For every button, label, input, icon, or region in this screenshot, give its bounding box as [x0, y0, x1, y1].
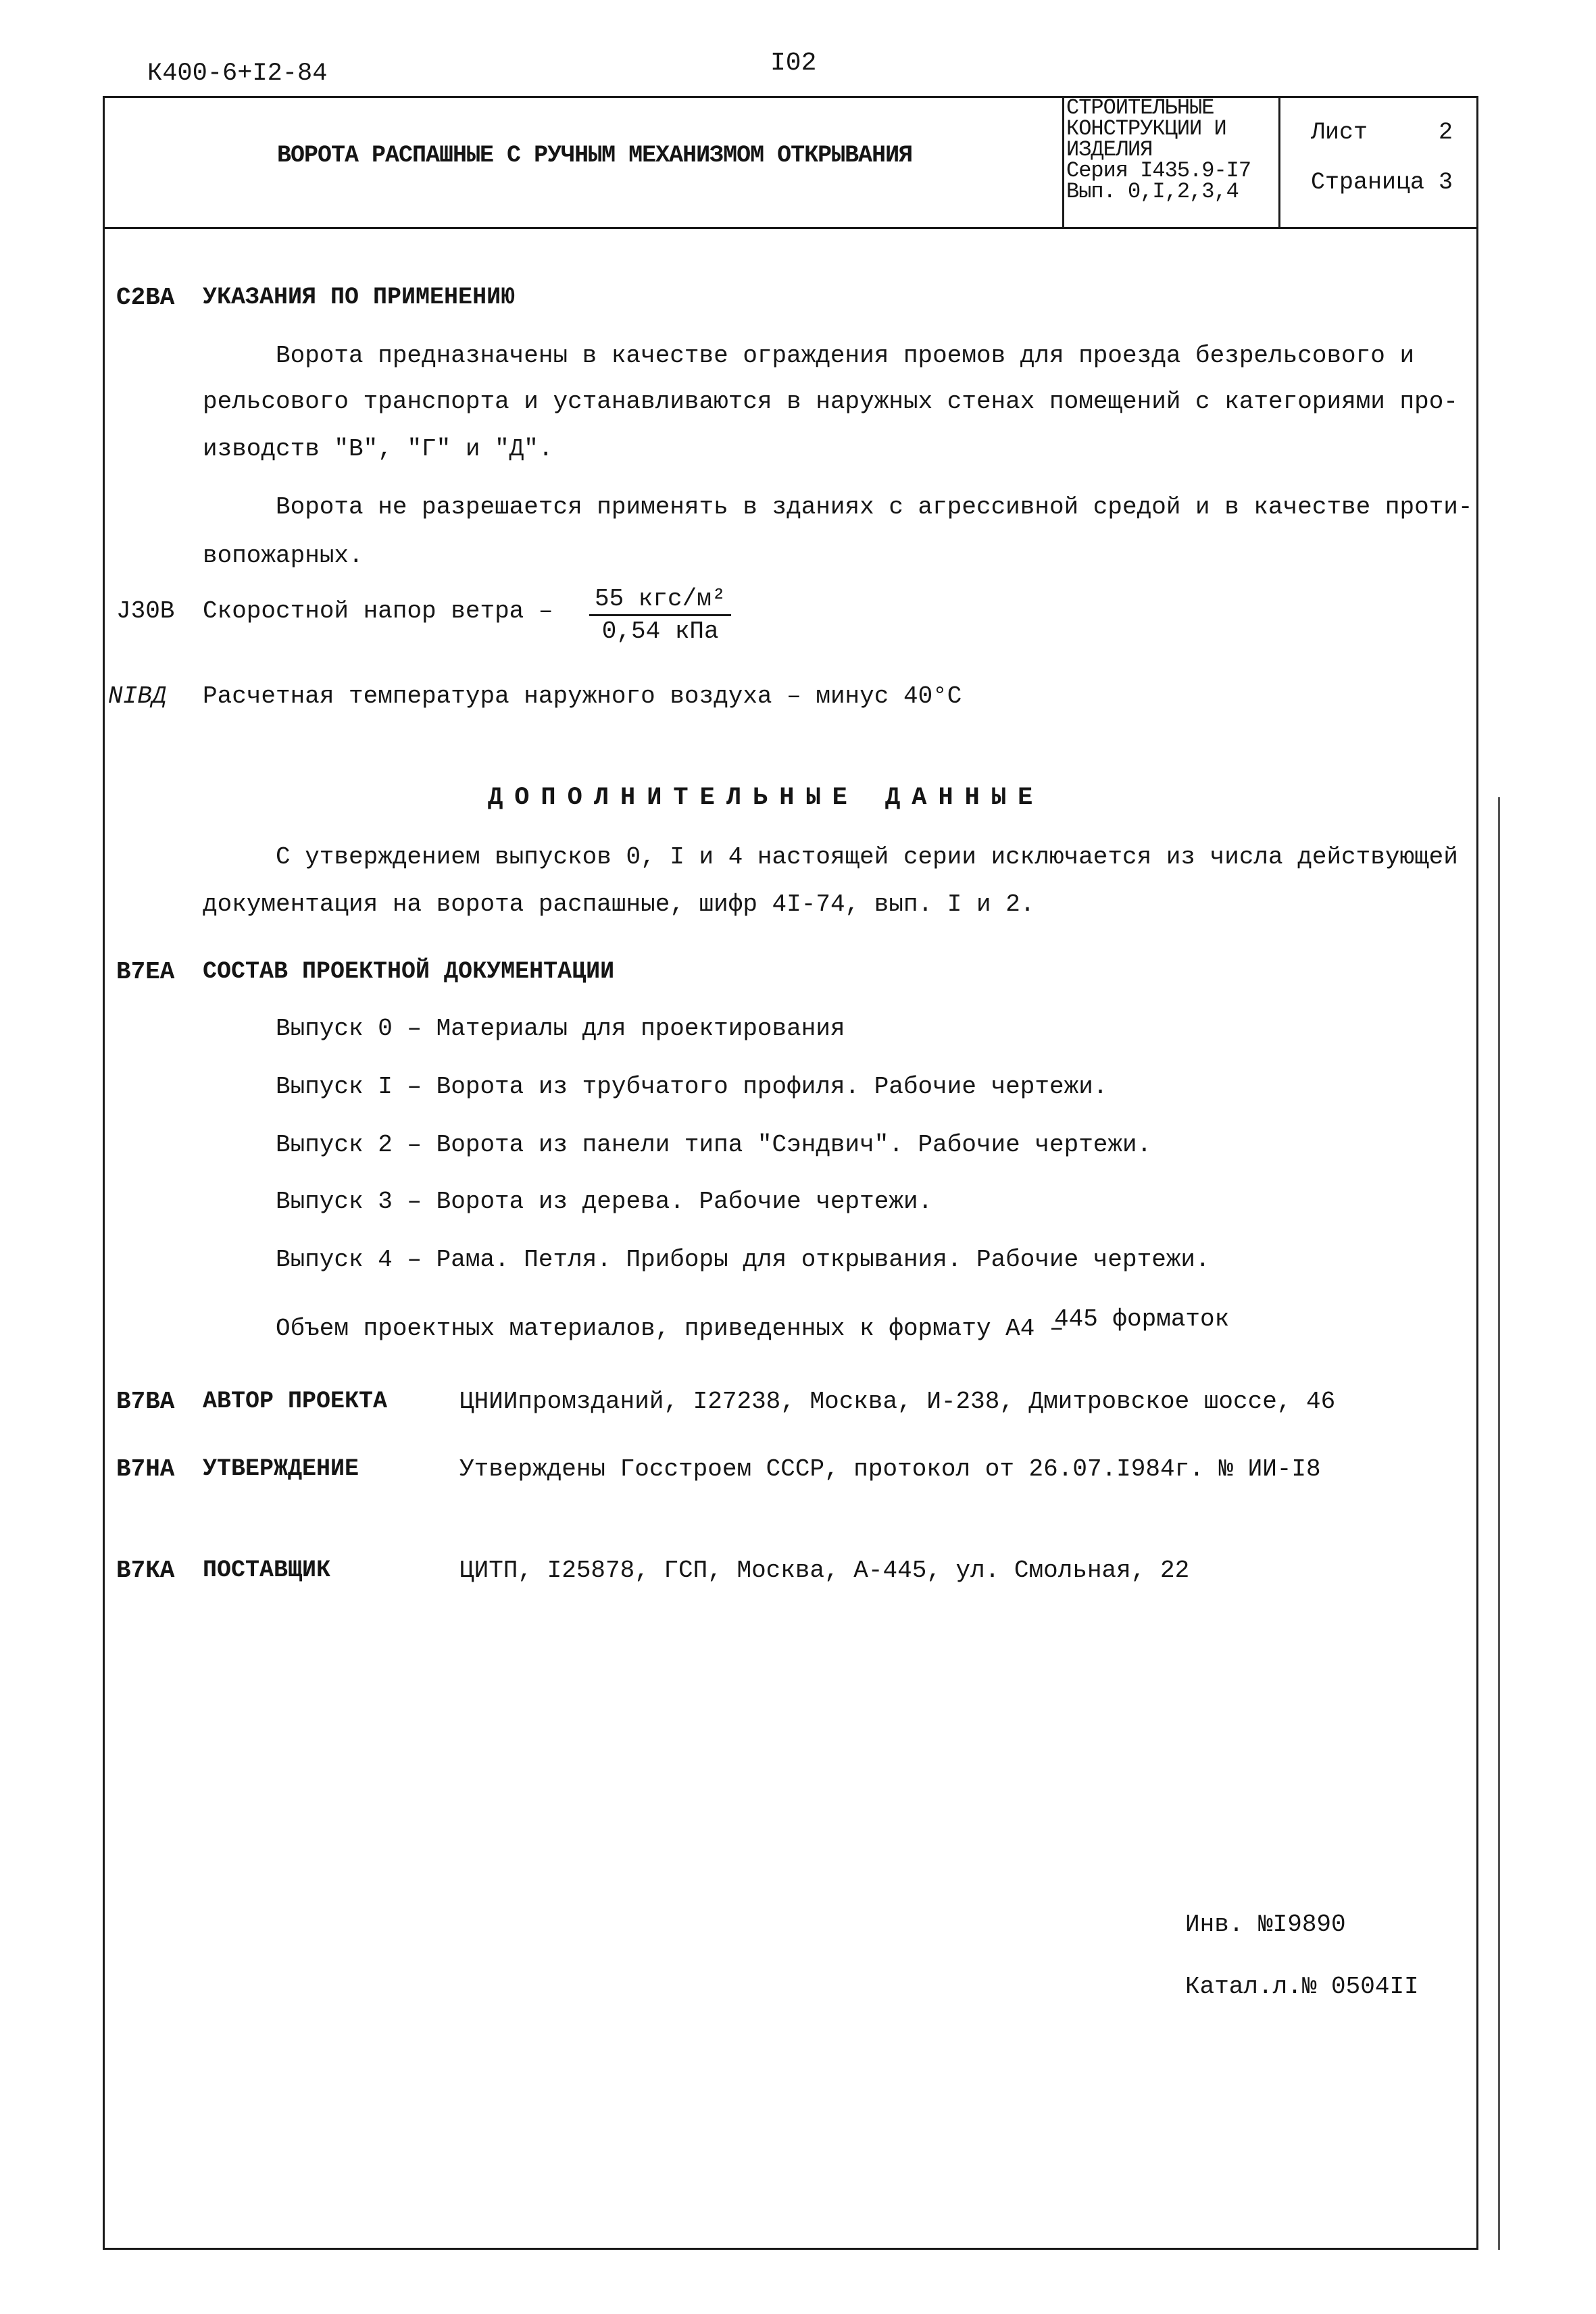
temperature-text: Расчетная температура наружного воздуха – минус 40°С — [203, 682, 962, 710]
inventory-number: Инв. №I9890 — [1185, 1911, 1346, 1938]
wind-value-bottom: 0,54 кПа — [601, 618, 719, 645]
composition-volume-value: 445 форматок — [1054, 1305, 1230, 1333]
usage-paragraph-1-line-1: Ворота предназначены в качестве ограждения проемов для проезда безрельсового и — [276, 342, 1415, 370]
header-divider-vertical-1 — [1062, 96, 1064, 228]
author-value: ЦНИИпромзданий, I27238, Москва, И-238, Дмитровское шоссе, 46 — [459, 1388, 1336, 1415]
series-block: СТРОИТЕЛЬНЫЕ КОНСТРУКЦИИ И ИЗДЕЛИЯ Серия I435.9-I7 Вып. 0,I,2,3,4 — [1066, 95, 1251, 204]
additional-line-2: документация на ворота распашные, шифр 4I-74, вып. I и 2. — [203, 890, 1035, 918]
author-label: АВТОР ПРОЕКТА — [203, 1388, 388, 1415]
usage-paragraph-2-line-2: вопожарных. — [203, 542, 364, 570]
supplier-code: В7КА — [116, 1557, 175, 1584]
author-code: В7ВА — [116, 1388, 175, 1415]
header-divider-vertical-2 — [1278, 96, 1280, 228]
usage-paragraph-1-line-2: рельсового транспорта и устанавливаются в наружных стенах помещений с категориями про- — [203, 388, 1458, 416]
header-divider — [103, 227, 1478, 229]
page-value: 3 — [1438, 169, 1453, 196]
composition-item-3: Выпуск 3 – Ворота из дерева. Рабочие чертежи. — [276, 1188, 933, 1215]
usage-paragraph-1-line-3: изводств "В", "Г" и "Д". — [203, 435, 553, 463]
composition-heading: СОСТАВ ПРОЕКТНОЙ ДОКУМЕНТАЦИИ — [203, 958, 615, 985]
temperature-code: NIВД — [108, 682, 167, 710]
wind-value-top: 55 кгс/м² — [589, 585, 731, 616]
document-title: ВОРОТА РАСПАШНЫЕ С РУЧНЫМ МЕХАНИЗМОМ ОТКРЫВАНИЯ — [277, 142, 913, 169]
sheet-info — [1311, 119, 1453, 146]
additional-heading: ДОПОЛНИТЕЛЬНЫЕ ДАННЫЕ — [488, 784, 1045, 812]
additional-line-1: С утверждением выпусков 0, I и 4 настоящей серии исключается из числа действующей — [276, 843, 1458, 871]
composition-item-2: Выпуск 2 – Ворота из панели типа "Сэндвич". Рабочие чертежи. — [276, 1131, 1152, 1159]
usage-heading: УКАЗАНИЯ ПО ПРИМЕНЕНИЮ — [203, 284, 516, 311]
approval-label: УТВЕРЖДЕНИЕ — [203, 1455, 359, 1482]
catalog-number: Катал.л.№ 0504II — [1185, 1973, 1419, 2001]
wind-code: J30В — [116, 597, 175, 625]
document-code: К400-6+I2-84 — [147, 59, 328, 88]
composition-item-1: Выпуск I – Ворота из трубчатого профиля. Рабочие чертежи. — [276, 1073, 1108, 1101]
supplier-value: ЦИТП, I25878, ГСП, Москва, А-445, ул. Смольная, 22 — [459, 1557, 1190, 1584]
approval-value: Утверждены Госстроем СССР, протокол от 26.07.I984г. № ИИ-I8 — [459, 1455, 1321, 1483]
approval-code: В7НА — [116, 1455, 175, 1483]
page-info — [1311, 169, 1453, 196]
page-number: I02 — [770, 49, 817, 78]
composition-item-0: Выпуск 0 – Материалы для проектирования — [276, 1015, 845, 1042]
composition-code: В7ЕА — [116, 958, 175, 986]
composition-volume-label: Объем проектных материалов, приведенных к формату А4 – — [276, 1315, 1064, 1342]
sheet-value: 2 — [1438, 119, 1453, 146]
usage-code: С2ВА — [116, 284, 175, 311]
scan-edge-line — [1498, 797, 1500, 2250]
page-label: Страница — [1311, 169, 1425, 196]
wind-label: Скоростной напор ветра – — [203, 597, 553, 625]
usage-paragraph-2-line-1: Ворота не разрешается применять в зданиях с агрессивной средой и в качестве проти- — [276, 493, 1473, 521]
sheet-label: Лист — [1311, 119, 1368, 146]
wind-value-fraction — [589, 585, 731, 645]
supplier-label: ПОСТАВЩИК — [203, 1557, 331, 1584]
composition-item-4: Выпуск 4 – Рама. Петля. Приборы для открывания. Рабочие чертежи. — [276, 1246, 1210, 1274]
